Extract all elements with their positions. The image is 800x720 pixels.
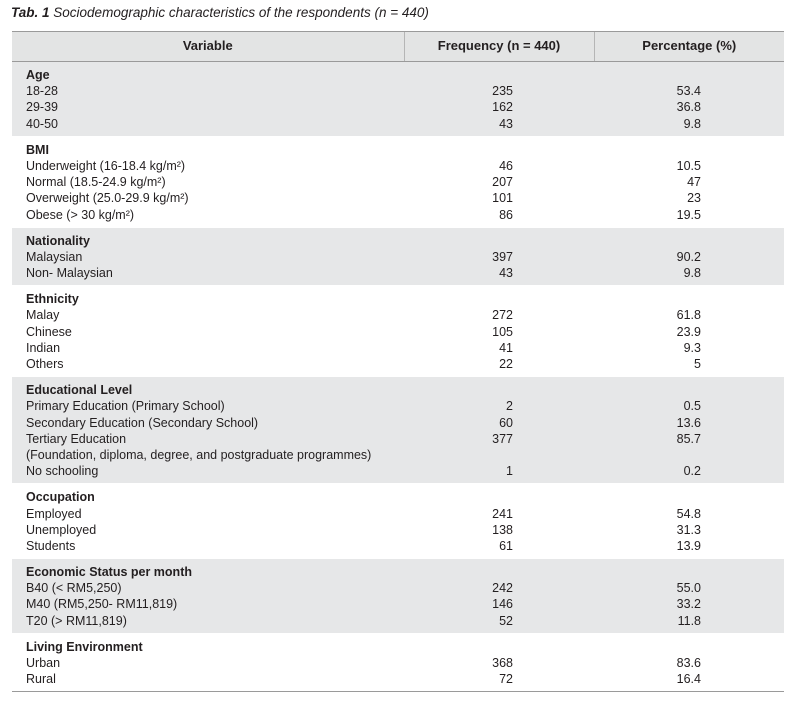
row-label: T20 (> RM11,819): [26, 613, 127, 628]
row-percentage: 31.3: [676, 522, 701, 537]
group-title-spacer: [594, 67, 701, 83]
row-label: 29-39: [26, 100, 58, 115]
percentage-cell: [594, 62, 784, 137]
row-frequency: 86: [499, 207, 513, 222]
row-label: Urban: [26, 656, 61, 670]
row-percentage: 23: [687, 191, 701, 206]
variable-cell: [12, 62, 404, 137]
row-label: Others: [26, 357, 64, 371]
group-title-spacer: [594, 142, 701, 158]
table-group-bmi: [12, 136, 784, 227]
group-title-spacer: [594, 489, 701, 505]
row-label: 18-28: [26, 84, 58, 99]
row-frequency: 377: [492, 431, 513, 446]
table-caption-text: Sociodemographic characteristics of the respondents (n = 440): [53, 5, 429, 20]
group-title: Occupation: [26, 490, 95, 505]
row-frequency: 138: [492, 522, 513, 537]
row-percentage: 10.5: [676, 158, 701, 173]
row-label: Malay: [26, 308, 60, 323]
group-title-spacer: [404, 233, 513, 249]
row-label: (Foundation, diploma, degree, and postgraduate programmes): [26, 447, 372, 462]
row-percentage: 9.8: [683, 266, 701, 281]
variable-cell: [12, 227, 404, 286]
row-percentage: 61.8: [676, 308, 701, 323]
row-label: Employed: [26, 506, 82, 521]
row-label: Chinese: [26, 324, 72, 339]
variable-cell: [12, 559, 404, 634]
percentage-cell: [594, 633, 784, 692]
frequency-cell: [404, 484, 594, 559]
row-label: Non- Malaysian: [26, 266, 113, 281]
table-group-ethnicity: [12, 286, 784, 377]
table-group-living-environment: [12, 633, 784, 692]
row-label: Students: [26, 538, 76, 553]
row-label: Normal (18.5-24.9 kg/m²): [26, 175, 166, 190]
row-percentage: 11.8: [677, 613, 701, 628]
row-frequency: 272: [492, 308, 513, 323]
frequency-cell: [404, 559, 594, 634]
group-title-spacer: [404, 142, 513, 158]
table-group-economic-status-per-month: [12, 559, 784, 634]
variable-cell: [12, 484, 404, 559]
percentage-cell: [594, 227, 784, 286]
group-title: Educational Level: [26, 383, 133, 398]
row-label: Unemployed: [26, 522, 97, 537]
row-percentage: 55.0: [676, 581, 701, 596]
frequency-cell: [404, 227, 594, 286]
sociodemographic-table: [12, 31, 784, 692]
group-title-spacer: [594, 291, 701, 307]
group-title: Age: [26, 68, 50, 82]
row-frequency: 2: [506, 399, 513, 414]
row-percentage: 83.6: [676, 656, 701, 670]
row-frequency: 43: [499, 116, 513, 131]
row-frequency: 368: [492, 656, 513, 670]
row-label: Rural: [26, 672, 56, 687]
group-title-spacer: [404, 382, 513, 398]
row-frequency: 235: [492, 84, 513, 99]
row-frequency: 22: [499, 357, 513, 371]
row-percentage: 47: [687, 175, 701, 190]
variable-cell: [12, 286, 404, 377]
group-title-spacer: [594, 382, 701, 398]
row-percentage: 33.2: [676, 597, 701, 612]
table-group-occupation: [12, 484, 784, 559]
header-frequency: Frequency (n = 440): [404, 32, 594, 62]
row-frequency: 72: [499, 672, 513, 687]
row-frequency: 41: [499, 340, 513, 355]
row-percentage: 85.7: [676, 431, 701, 446]
table-group-nationality: [12, 227, 784, 286]
row-frequency: 52: [499, 613, 513, 628]
frequency-cell: [404, 62, 594, 137]
row-label: B40 (< RM5,250): [26, 581, 122, 596]
group-title: Ethnicity: [26, 292, 79, 307]
row-frequency: 242: [492, 581, 513, 596]
row-percentage: 0.5: [683, 399, 701, 414]
group-title: Economic Status per month: [26, 565, 192, 580]
group-title-spacer: [594, 639, 701, 655]
row-frequency: 241: [492, 506, 513, 521]
row-frequency: 1: [506, 464, 513, 479]
row-label: Indian: [26, 340, 61, 355]
row-label: M40 (RM5,250- RM11,819): [26, 597, 178, 612]
row-label: No schooling: [26, 464, 99, 479]
row-frequency: 43: [499, 266, 513, 281]
row-percentage: 16.4: [676, 672, 701, 687]
row-label: Secondary Education (Secondary School): [26, 415, 259, 430]
row-frequency: 105: [492, 324, 513, 339]
table-caption-label: Tab. 1: [11, 5, 50, 20]
group-title-spacer: [594, 233, 701, 249]
table-caption: [11, 5, 429, 20]
frequency-cell: [404, 377, 594, 484]
row-label: Underweight (16-18.4 kg/m²): [26, 158, 186, 173]
row-percentage: 23.9: [676, 324, 701, 339]
row-percentage: 54.8: [676, 506, 701, 521]
row-frequency: 46: [499, 158, 513, 173]
group-title-spacer: [404, 639, 513, 655]
row-percentage: 13.9: [676, 538, 701, 553]
table-group-age: [12, 62, 784, 137]
group-title: Living Environment: [26, 639, 143, 654]
row-frequency: 101: [492, 191, 513, 206]
percentage-cell: [594, 136, 784, 227]
row-percentage: 90.2: [676, 249, 701, 264]
row-percentage: 19.5: [676, 207, 701, 222]
header-variable: Variable: [12, 32, 404, 62]
row-frequency: 146: [492, 597, 513, 612]
variable-cell: [12, 633, 404, 692]
row-label: Overweight (25.0-29.9 kg/m²): [26, 191, 189, 206]
percentage-cell: [594, 484, 784, 559]
row-frequency: 162: [492, 100, 513, 115]
row-percentage: 9.3: [683, 340, 701, 355]
header-percentage: Percentage (%): [594, 32, 784, 62]
table-group-educational-level: [12, 377, 784, 484]
frequency-cell: [404, 286, 594, 377]
row-percentage: 36.8: [676, 100, 701, 115]
row-label: Primary Education (Primary School): [26, 399, 225, 414]
row-percentage: 53.4: [676, 84, 701, 99]
group-title: BMI: [26, 142, 49, 157]
row-label: Tertiary Education: [26, 431, 127, 446]
table-body: [12, 62, 784, 692]
variable-cell: [12, 377, 404, 484]
row-percentage: 0.2: [683, 464, 701, 479]
row-frequency: 61: [499, 538, 513, 553]
group-title-spacer: [404, 291, 513, 307]
table-header-row: [12, 32, 784, 62]
row-frequency: 207: [492, 175, 513, 190]
row-percentage: 5: [694, 357, 701, 371]
row-frequency: 60: [499, 415, 513, 430]
row-label: 40-50: [26, 116, 58, 131]
row-label: Malaysian: [26, 249, 83, 264]
percentage-cell: [594, 377, 784, 484]
group-title-spacer: [404, 564, 513, 580]
variable-cell: [12, 136, 404, 227]
group-title-spacer: [404, 489, 513, 505]
frequency-cell: [404, 633, 594, 692]
percentage-cell: [594, 559, 784, 634]
row-frequency: [404, 447, 513, 463]
row-frequency: 397: [492, 249, 513, 264]
row-percentage: 9.8: [683, 116, 701, 131]
percentage-cell: [594, 286, 784, 377]
group-title-spacer: [404, 67, 513, 83]
row-label: Obese (> 30 kg/m²): [26, 207, 135, 222]
group-title-spacer: [594, 564, 701, 580]
frequency-cell: [404, 136, 594, 227]
row-percentage: 13.6: [676, 415, 701, 430]
row-percentage: [594, 447, 701, 463]
group-title: Nationality: [26, 233, 90, 248]
